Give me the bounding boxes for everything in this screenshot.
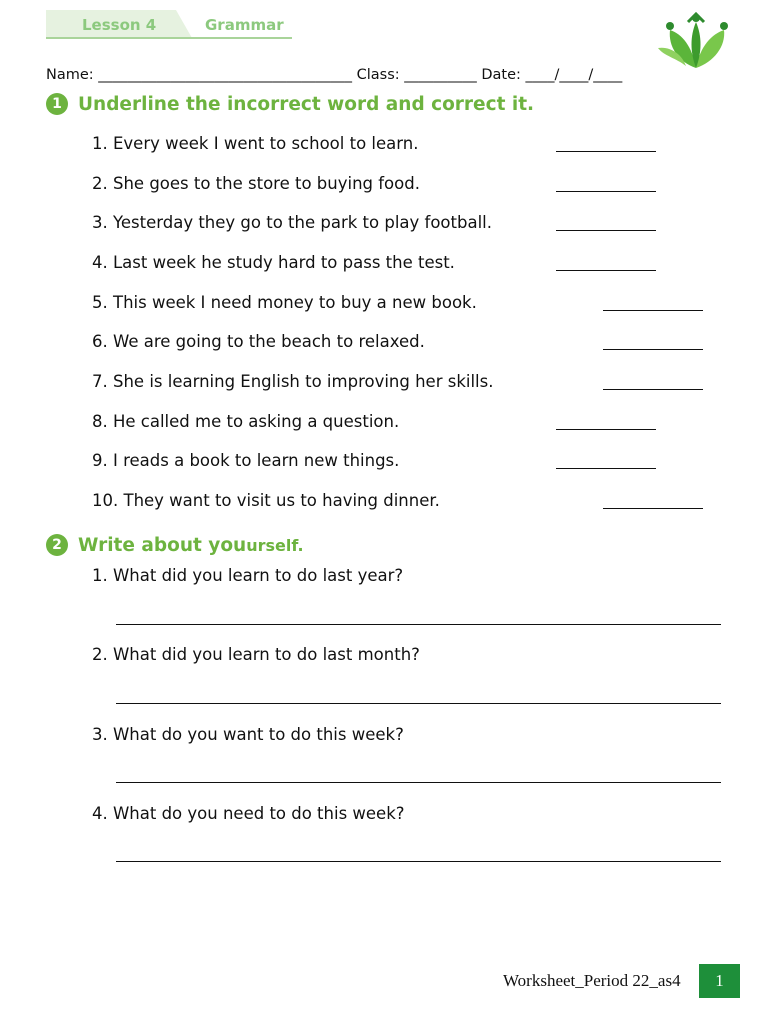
exercise-item: 4. Last week he study hard to pass the test. xyxy=(92,253,455,272)
exercise-item: 5. This week I need money to buy a new book. xyxy=(92,293,477,312)
question-item: 4. What do you need to do this week? xyxy=(92,804,405,823)
exercise-item: 7. She is learning English to improving her skills. xyxy=(92,372,494,391)
section1-title: Underline the incorrect word and correct it. xyxy=(78,93,535,115)
answer-blank[interactable] xyxy=(556,468,656,470)
answer-line[interactable] xyxy=(116,782,721,784)
answer-blank[interactable] xyxy=(556,230,656,232)
answer-blank[interactable] xyxy=(556,191,656,193)
student-info-line: Name: ___________________________________ Class: __________ Date: ____/____/____ xyxy=(46,67,623,83)
section2-title xyxy=(78,535,304,556)
exercise-item: 10. They want to visit us to having dinner. xyxy=(92,491,440,510)
page-number-badge: 1 xyxy=(699,964,740,998)
section1-heading xyxy=(46,93,534,115)
section2-heading xyxy=(46,534,304,556)
exercise-item: 8. He called me to asking a question. xyxy=(92,412,400,431)
section1-number-badge: 1 xyxy=(46,93,68,115)
answer-line[interactable] xyxy=(116,703,721,705)
answer-blank[interactable] xyxy=(556,429,656,431)
answer-blank[interactable] xyxy=(603,389,703,391)
exercise-item: 6. We are going to the beach to relaxed. xyxy=(92,332,425,351)
answer-line[interactable] xyxy=(116,624,721,626)
exercise-item: 1. Every week I went to school to learn. xyxy=(92,134,419,153)
answer-blank[interactable] xyxy=(603,310,703,312)
lesson-banner xyxy=(46,10,292,40)
section2-title-main: Write about you xyxy=(78,534,247,556)
answer-blank[interactable] xyxy=(556,270,656,272)
question-item: 3. What do you want to do this week? xyxy=(92,725,404,744)
answer-blank[interactable] xyxy=(556,151,656,153)
exercise-item: 2. She goes to the store to buying food. xyxy=(92,174,420,193)
topic-label: Grammar xyxy=(205,16,284,34)
question-item: 2. What did you learn to do last month? xyxy=(92,645,420,664)
answer-blank[interactable] xyxy=(603,508,703,510)
section2-number-badge: 2 xyxy=(46,534,68,556)
footer-worksheet-label: Worksheet_Period 22_as4 xyxy=(503,971,681,990)
exercise-item: 9. I reads a book to learn new things. xyxy=(92,451,400,470)
exercise-item: 3. Yesterday they go to the park to play football. xyxy=(92,213,492,232)
lesson-label: Lesson 4 xyxy=(82,16,157,34)
leaf-people-logo-icon xyxy=(656,10,736,72)
answer-blank[interactable] xyxy=(603,349,703,351)
question-item: 1. What did you learn to do last year? xyxy=(92,566,404,585)
answer-line[interactable] xyxy=(116,861,721,863)
section2-title-end: urself. xyxy=(246,535,304,555)
